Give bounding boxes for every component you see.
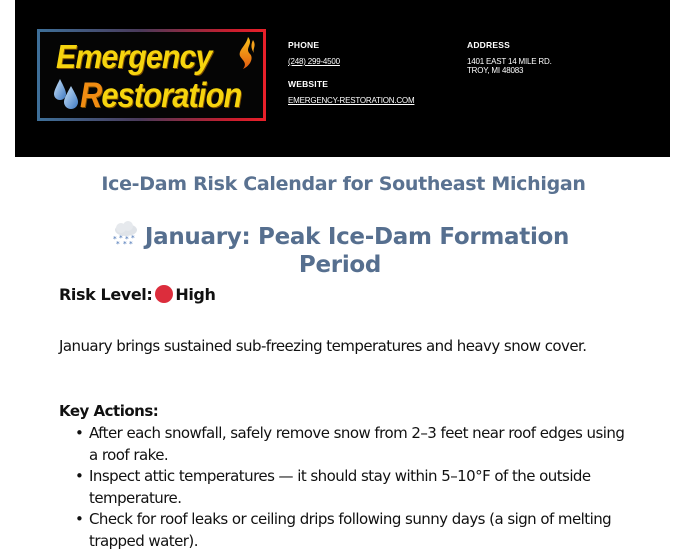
- address-line-1: 1401 EAST 14 MILE RD.: [467, 57, 552, 66]
- address-block: [467, 40, 552, 75]
- month-heading: [80, 221, 600, 279]
- website-link[interactable]: EMERGENCY-RESTORATION.COM: [288, 96, 415, 105]
- flame-icon: [236, 36, 258, 70]
- svg-text:*: *: [130, 234, 135, 242]
- svg-text:*: *: [128, 240, 133, 247]
- list-item: • After each snowfall, safely remove snow from 2–3 feet near roof edges using a roof rake.: [75, 424, 625, 464]
- phone-label: PHONE: [288, 40, 320, 50]
- address-line-2: TROY, MI 48083: [467, 66, 524, 75]
- intro-paragraph: January brings sustained sub-freezing temperatures and heavy snow cover.: [59, 337, 587, 355]
- list-item: • Inspect attic temperatures — it should stay within 5–10°F of the outside temperature.: [75, 467, 591, 507]
- bullet-icon: •: [75, 424, 84, 442]
- risk-level: [59, 285, 215, 304]
- logo-text-restoration: Restoration: [80, 76, 242, 115]
- risk-level-label: Risk Level:: [59, 285, 153, 304]
- website-label: WEBSITE: [288, 79, 329, 89]
- bullet-icon: •: [75, 467, 84, 485]
- key-actions-list: [75, 423, 635, 552]
- phone-link[interactable]: (248) 299-4500: [288, 57, 340, 66]
- document-title: Ice-Dam Risk Calendar for Southeast Michigan: [101, 173, 586, 195]
- key-actions-heading: Key Actions:: [59, 402, 159, 420]
- list-item: • Check for roof leaks or ceiling drips following sunny days (a sign of melting trapped water).: [75, 510, 612, 550]
- svg-text:*: *: [122, 240, 127, 247]
- website-block: [288, 79, 414, 105]
- snow-cloud-icon: [111, 221, 141, 247]
- bullet-icon: •: [75, 510, 84, 528]
- phone-block: [288, 40, 340, 66]
- month-heading-text: January: Peak Ice-Dam Formation Period: [144, 224, 570, 278]
- risk-level-value: High: [175, 285, 216, 304]
- logo-text-emergency: Emergency: [56, 38, 212, 75]
- company-logo[interactable]: [37, 29, 266, 121]
- svg-text:*: *: [118, 234, 123, 242]
- letterhead-header: [15, 0, 670, 157]
- svg-text:*: *: [112, 235, 117, 243]
- svg-text:*: *: [124, 235, 129, 243]
- svg-text:*: *: [115, 240, 120, 247]
- red-circle-icon: [155, 285, 173, 303]
- water-drops-icon: [52, 77, 80, 111]
- address-label: ADDRESS: [467, 40, 510, 50]
